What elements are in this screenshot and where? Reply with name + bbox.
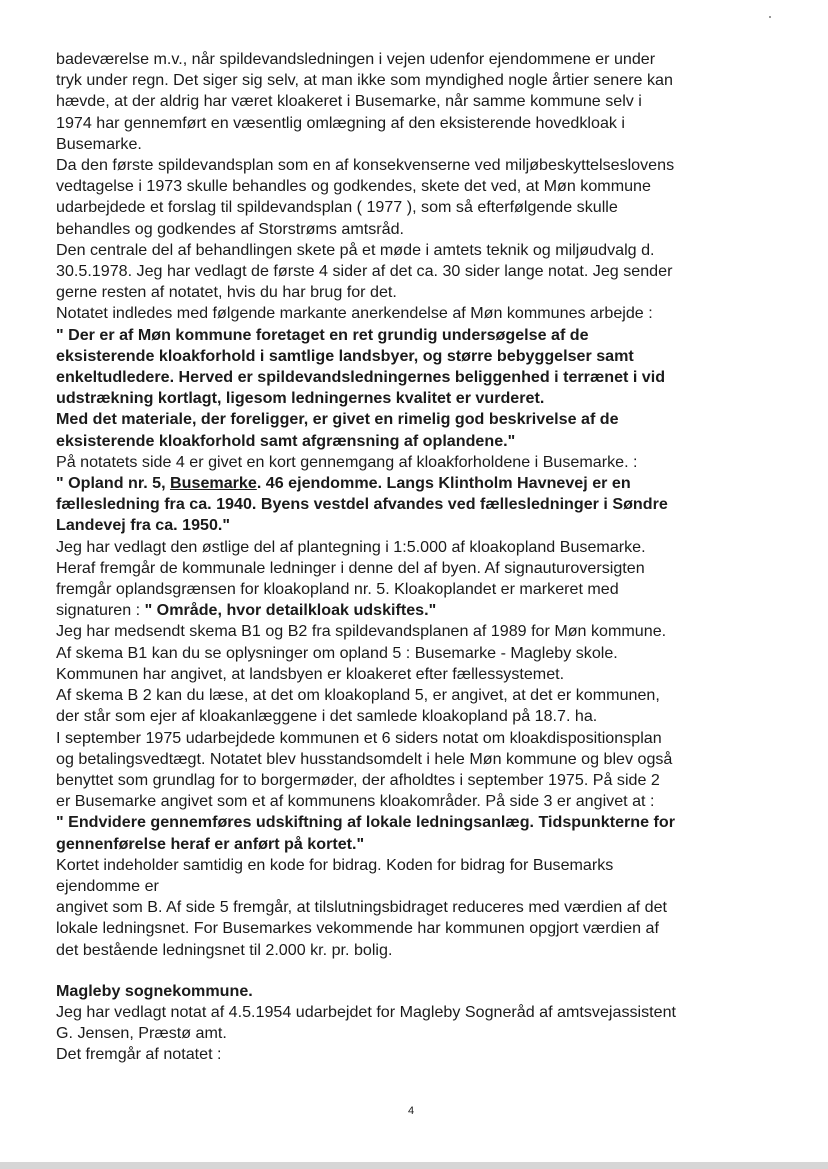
text-line: fremgår oplandsgrænsen for kloakopland nr. 5. Kloakoplandet er markeret med <box>56 580 619 599</box>
text-line: I september 1975 udarbejdede kommunen et 6 siders notat om kloakdispositionsplan <box>56 728 662 747</box>
quote-line: eksisterende kloakforhold samt afgrænsning af oplandene." <box>56 431 516 450</box>
text-line: der står som ejer af kloakanlæggene i det samlede kloakopland på 18.7. ha. <box>56 707 598 726</box>
text-line: er Busemarke angivet som et af kommunens kloakområder. På side 3 er angivet at : <box>56 792 655 811</box>
quote-line: eksisterende kloakforhold i samtlige landsbyer, og større bebyggelser samt <box>56 346 634 365</box>
quote-line: " Endvidere gennemføres udskiftning af lokale ledningsanlæg. Tidspunkterne for <box>56 813 675 832</box>
text-line: Det fremgår af notatet : <box>56 1045 222 1064</box>
scan-bottom-edge <box>0 1162 828 1169</box>
text-line: Busemarke. <box>56 134 142 153</box>
quote-line: Med det materiale, der foreligger, er givet en rimelig god beskrivelse af de <box>56 410 619 429</box>
text-line: angivet som B. Af side 5 fremgår, at tilslutningsbidraget reduceres med værdien af det <box>56 898 667 917</box>
text-line: Heraf fremgår de kommunale ledninger i denne del af byen. Af signauturoversigten <box>56 558 645 577</box>
text-line: På notatets side 4 er givet en kort gennemgang af kloakforholdene i Busemarke. : <box>56 452 638 471</box>
quote-line: udstrækning kortlagt, ligesom ledningernes kvalitet er vurderet. <box>56 389 545 408</box>
text-line: og betalingsvedtægt. Notatet blev husstandsomdelt i hele Møn kommune og blev også <box>56 749 673 768</box>
text-line: tryk under regn. Det siger sig selv, at man ikke som myndighed nogle årtier senere kan <box>56 71 673 90</box>
body-text <box>56 49 780 1066</box>
text-line: Jeg har medsendt skema B1 og B2 fra spildevandsplanen af 1989 for Møn kommune. <box>56 622 667 641</box>
text-line: G. Jensen, Præstø amt. <box>56 1024 227 1043</box>
underlined-place-name: Busemarke <box>170 474 257 493</box>
text-line: 30.5.1978. Jeg har vedlagt de første 4 sider af det ca. 30 sider lange notat. Jeg sender <box>56 262 673 281</box>
text-line: Jeg har vedlagt notat af 4.5.1954 udarbejdet for Magleby Sogneråd af amtsvejassistent <box>56 1002 677 1021</box>
text-line: hævde, at der aldrig har været kloakeret i Busemarke, når samme kommune selv i <box>56 92 642 111</box>
text-line: Den centrale del af behandlingen skete på et møde i amtets teknik og miljøudvalg d. <box>56 240 655 259</box>
quote-line <box>56 473 780 494</box>
page-number: 4 <box>408 1105 415 1117</box>
line-text: signaturen : <box>56 601 145 620</box>
text-line: Jeg har vedlagt den østlige del af plantegning i 1:5.000 af kloakopland Busemarke. <box>56 537 646 556</box>
text-line: Notatet indledes med følgende markante anerkendelse af Møn kommunes arbejde : <box>56 304 653 323</box>
quote-line: Landevej fra ca. 1950." <box>56 516 231 535</box>
scan-speck <box>769 16 771 18</box>
text-line: Af skema B1 kan du se oplysninger om opland 5 : Busemarke - Magleby skole. <box>56 643 618 662</box>
text-line: vedtagelse i 1973 skulle behandles og godkendes, skete det ved, at Møn kommune <box>56 177 651 196</box>
bold-quote: " Område, hvor detailkloak udskiftes." <box>144 601 437 620</box>
section-heading: Magleby sognekommune. <box>56 981 253 1000</box>
text-line: det bestående ledningsnet til 2.000 kr. pr. bolig. <box>56 940 393 959</box>
quote-line: gennenførelse heraf er anført på kortet." <box>56 834 365 853</box>
text-line: gerne resten af notatet, hvis du har brug for det. <box>56 283 397 302</box>
text-line: Af skema B 2 kan du læse, at det om kloakopland 5, er angivet, at det er kommunen, <box>56 686 660 705</box>
text-line: lokale ledningsnet. For Busemarkes vekommende har kommunen opgjort værdien af <box>56 919 659 938</box>
text-line <box>56 600 780 621</box>
text-line: udarbejdede et forslag til spildevandsplan ( 1977 ), som så efterfølgende skulle <box>56 198 618 217</box>
quote-line: " Der er af Møn kommune foretaget en ret grundig undersøgelse af de <box>56 325 589 344</box>
text-line: badeværelse m.v., når spildevandsledningen i vejen udenfor ejendommene er under <box>56 50 656 68</box>
text-line: Da den første spildevandsplan som en af konsekvenserne ved miljøbeskyttelseslovens <box>56 156 675 175</box>
quote-line: enkeltudledere. Herved er spildevandsledningernes beliggenhed i terrænet i vid <box>56 368 666 387</box>
text-line: behandles og godkendes af Storstrøms amtsråd. <box>56 219 404 238</box>
text-line: benyttet som grundlag for to borgermøder, der afholdtes i september 1975. På side 2 <box>56 770 660 789</box>
text-line: Kortet indeholder samtidig en kode for bidrag. Koden for bidrag for Busemarks <box>56 855 614 874</box>
text-line: Kommunen har angivet, at landsbyen er kloakeret efter fællessystemet. <box>56 664 565 683</box>
paragraph-gap <box>56 961 780 981</box>
text-line: 1974 har gennemført en væsentlig omlægning af den eksisterende hovedkloak i <box>56 113 625 132</box>
quote-line: fællesledning fra ca. 1940. Byens vestdel afvandes ved fællesledninger i Søndre <box>56 495 668 514</box>
text-line: ejendomme er <box>56 876 159 895</box>
quote-text: . 46 ejendomme. Langs Klintholm Havnevej er en <box>256 474 631 493</box>
quote-text: " Opland nr. 5, <box>56 474 171 493</box>
